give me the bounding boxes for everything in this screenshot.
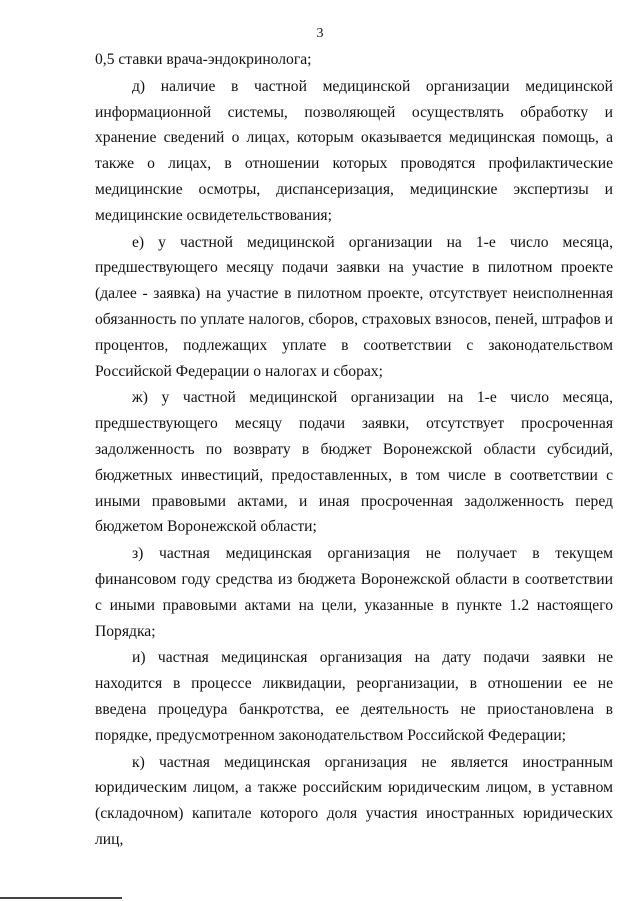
paragraph-z: з) частная медицинская организация не получает в текущем финансовом году средства из бюджета Воронежской области в соответствии с иными правовыми актами на цели, указанные в пункте 1.2 настоящего Порядка; — [95, 545, 613, 640]
document-body — [95, 47, 613, 854]
paragraph-d: д) наличие в частной медицинской организации медицинской информационной системы, позволяющей осуществлять обработку и хранение сведений о лицах, которым оказывается медицинская помощь, а также о лицах, в отношении которых проводятся профилактические медицинские осмотры, диспансеризация, медицинские экспертизы и медицинские освидетельствования; — [95, 77, 613, 224]
page-number: 3 — [316, 26, 324, 41]
footer-rule — [0, 897, 122, 899]
paragraph-continuation: 0,5 ставки врача-эндокринолога; — [95, 51, 312, 68]
paragraph-zh: ж) у частной медицинской организации на 1-е число месяца, предшествующего месяцу подачи заявки, отсутствует просроченная задолженность по возврату в бюджет Воронежской области субсидий, бюджетных инвестиций, предоставленных, в том числе в соответствии с иными правовыми актами, и иная просроченная задолженность перед бюджетом Воронежской области; — [95, 389, 613, 536]
paragraph-k: к) частная медицинская организация не является иностранным юридическим лицом, а также российским юридическим лицом, в уставном (складочном) капитале которого доля участия иностранных юридических лиц, — [95, 753, 613, 848]
paragraph-e: е) у частной медицинской организации на 1-е число месяца, предшествующего месяцу подачи заявки на участие в пилотном проекте (далее - заявка) на участие в пилотном проекте, отсутствует неисполненная обязанность по уплате налогов, сборов, страховых взносов, пеней, штрафов и процентов, подлежащих уплате в соответствии с законодательством Российской Федерации о налогах и сборах; — [95, 233, 613, 380]
paragraph-i: и) частная медицинская организация на дату подачи заявки не находится в процессе ликвидации, реорганизации, в отношении ее не введена процедура банкротства, ее деятельность не приостановлена в порядке, предусмотренном законодательством Российской Федерации; — [95, 649, 613, 744]
